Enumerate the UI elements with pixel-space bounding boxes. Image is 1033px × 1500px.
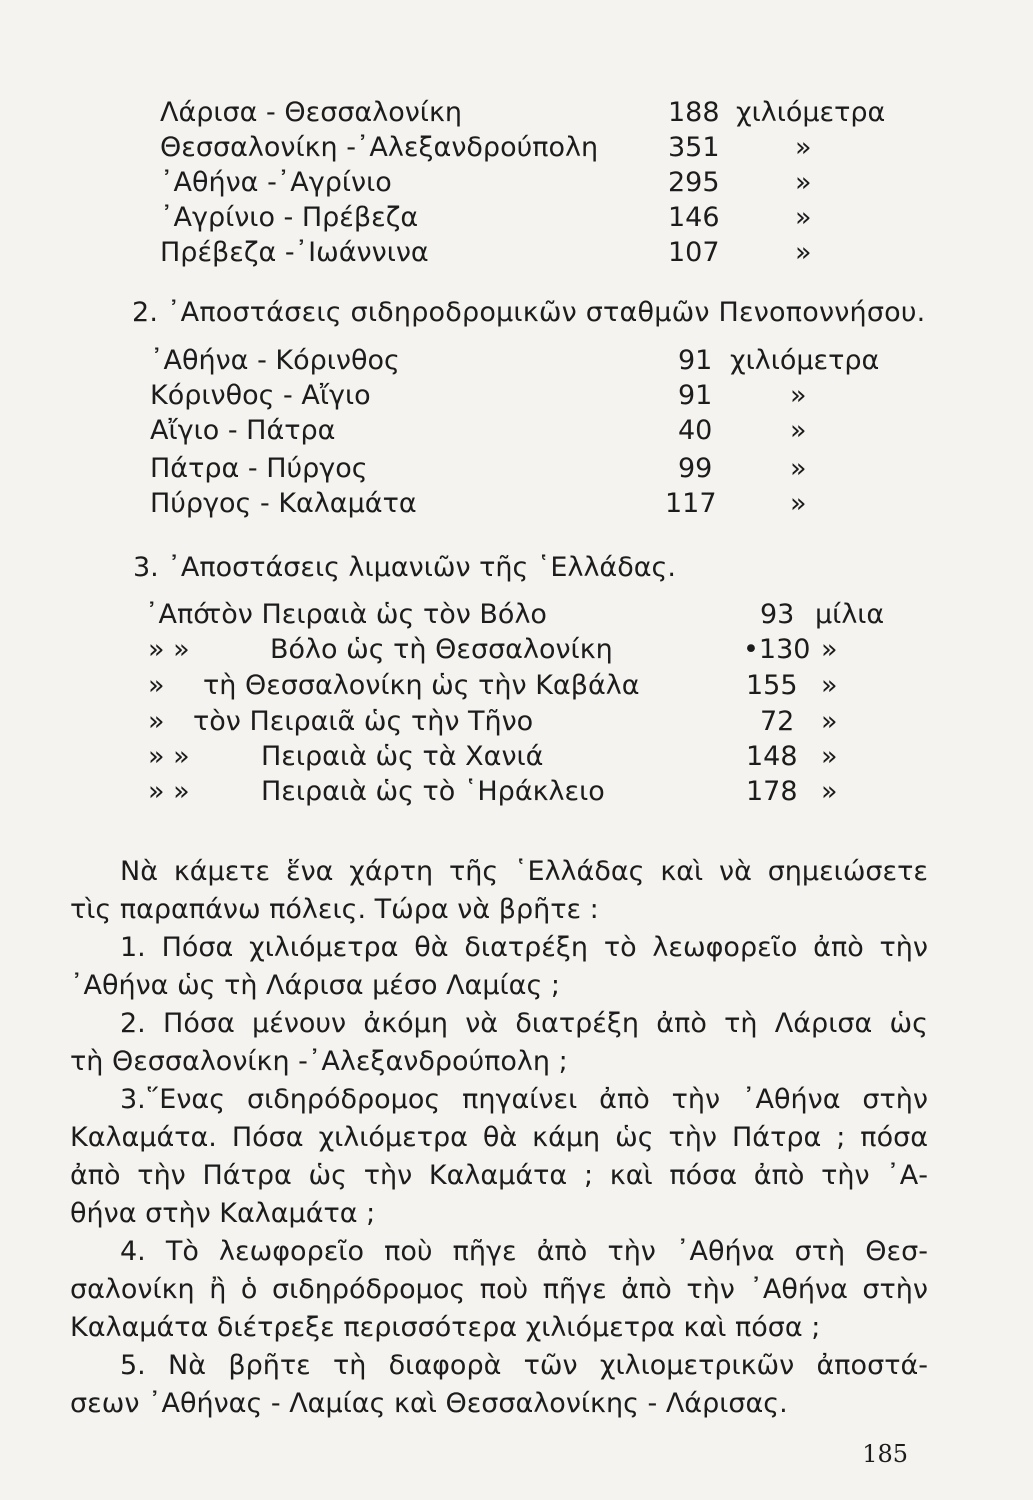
distance-value: 40: [678, 415, 713, 446]
instructions-paragraph: [70, 853, 928, 929]
instructions-line: τὶς παραπάνω πόλεις. Τώρα νὰ βρῆτε :: [70, 894, 599, 925]
route-label: Βόλο ὡς τὴ Θεσσαλονίκη: [270, 634, 613, 665]
section-heading: 2. ᾿Αποστάσεις σιδηροδρομικῶν σταθμῶν Πενοποννήσου.: [132, 297, 926, 328]
unit-label: »: [821, 741, 838, 772]
distance-value: 91: [678, 345, 713, 376]
route-prefix: ᾿Από: [145, 599, 210, 630]
question-line: 4. Τὸ λεωφορεῖο ποὺ πῆγε ἀπὸ τὴν ᾿Αθήνα στὴ Θεσ-: [120, 1236, 928, 1267]
route-prefix: »: [148, 670, 165, 701]
question-2: [70, 1005, 928, 1081]
route-label: Αἴγιο - Πάτρα: [150, 415, 336, 446]
question-line: σαλονίκη ἢ ὁ σιδηρόδρομος ποὺ πῆγε ἀπὸ τὴν ᾿Αθήνα στὴν: [70, 1274, 928, 1305]
question-line: 2. Πόσα μένουν ἀκόμη νὰ διατρέξη ἀπὸ τὴ Λάρισα ὡς: [120, 1008, 928, 1039]
question-line: ἀπὸ τὴν Πάτρα ὡς τὴν Καλαμάτα ; καὶ πόσα ἀπὸ τὴν ᾿Α-: [70, 1160, 928, 1191]
route-prefix: » »: [148, 776, 190, 807]
unit-label: χιλιόμετρα: [736, 97, 886, 128]
unit-label: »: [795, 132, 812, 163]
route-label: Πρέβεζα -᾿Ιωάννινα: [160, 237, 429, 268]
route-label: Πάτρα - Πύργος: [150, 453, 368, 484]
question-line: θήνα στὴν Καλαμάτα ;: [70, 1198, 376, 1229]
route-label: Λάρισα - Θεσσαλονίκη: [160, 97, 462, 128]
question-line: ᾿Αθήνα ὡς τὴ Λάρισα μέσο Λαμίας ;: [70, 970, 560, 1001]
unit-label: »: [795, 167, 812, 198]
unit-label: »: [821, 670, 838, 701]
route-label: τὸν Πειραιᾶ ὡς τὴν Τῆνο: [193, 706, 534, 737]
unit-label: »: [821, 776, 838, 807]
instructions-line: Νὰ κάμετε ἕνα χάρτη τῆς ῾Ελλάδας καὶ νὰ σημειώσετε: [120, 856, 928, 887]
route-label: Θεσσαλονίκη -᾿Αλεξανδρούπολη: [160, 132, 599, 163]
question-line: 1. Πόσα χιλιόμετρα θὰ διατρέξη τὸ λεωφορεῖο ἀπὸ τὴν: [120, 932, 928, 963]
unit-label: χιλιόμετρα: [730, 345, 880, 376]
distance-value: 72: [760, 706, 795, 737]
question-3: [70, 1081, 928, 1233]
page-number: 185: [862, 1440, 908, 1468]
distance-value: 148: [746, 741, 798, 772]
route-label: Πειραιὰ ὡς τὸ ῾Ηράκλειο: [261, 776, 605, 807]
unit-label: »: [821, 634, 838, 665]
distance-value: 91: [678, 380, 713, 411]
route-label: Πειραιὰ ὡς τὰ Χανιά: [261, 741, 544, 772]
question-line: 3.῞Ενας σιδηρόδρομος πηγαίνει ἀπὸ τὴν ᾿Αθήνα στὴν: [120, 1084, 928, 1115]
route-label: Κόρινθος - Αἴγιο: [150, 380, 371, 411]
route-label: Πύργος - Καλαμάτα: [150, 488, 417, 519]
section-heading: 3. ᾿Αποστάσεις λιμανιῶν τῆς ῾Ελλάδας.: [133, 552, 676, 583]
question-5: [70, 1347, 928, 1423]
distance-value: 351: [668, 132, 720, 163]
route-label: ᾿Αθήνα -᾿Αγρίνιο: [160, 167, 392, 198]
route-label: ᾿Αγρίνιο - Πρέβεζα: [160, 202, 419, 233]
route-prefix: » »: [148, 741, 190, 772]
unit-label: »: [795, 237, 812, 268]
unit-label: »: [790, 415, 807, 446]
unit-label: »: [821, 706, 838, 737]
unit-label: »: [790, 488, 807, 519]
distance-value: 99: [678, 453, 713, 484]
unit-label: »: [790, 453, 807, 484]
distance-value: 93: [760, 599, 795, 630]
route-label: ᾿Αθήνα - Κόρινθος: [150, 345, 400, 376]
question-line: 5. Νὰ βρῆτε τὴ διαφορὰ τῶν χιλιομετρικῶν ἀποστά-: [120, 1350, 928, 1381]
route-label: τὴ Θεσσαλονίκη ὡς τὴν Καβάλα: [203, 670, 640, 701]
distance-value: 178: [746, 776, 798, 807]
distance-value: 117: [665, 488, 717, 519]
distance-value: 188: [668, 97, 720, 128]
route-prefix: »: [148, 706, 165, 737]
route-label: τὸν Πειραιὰ ὡς τὸν Βόλο: [205, 599, 547, 630]
unit-label: »: [790, 380, 807, 411]
route-prefix: » »: [148, 634, 190, 665]
distance-value: 146: [668, 202, 720, 233]
distance-value: 155: [746, 670, 798, 701]
question-line: σεων ᾿Αθήνας - Λαμίας καὶ Θεσσαλονίκης - Λάρισας.: [70, 1388, 788, 1419]
distance-value: 107: [668, 237, 720, 268]
unit-label: »: [795, 202, 812, 233]
distance-value: 295: [668, 167, 720, 198]
question-line: τὴ Θεσσαλονίκη -᾿Αλεξανδρούπολη ;: [70, 1046, 568, 1077]
question-line: Καλαμάτα διέτρεξε περισσότερα χιλιόμετρα καὶ πόσα ;: [70, 1312, 821, 1343]
distance-value: •130: [743, 634, 811, 665]
question-line: Καλαμάτα. Πόσα χιλιόμετρα θὰ κάμη ὡς τὴν Πάτρα ; πόσα: [70, 1122, 928, 1153]
question-4: [70, 1233, 928, 1347]
question-1: [70, 929, 928, 1005]
unit-label: μίλια: [815, 599, 885, 630]
